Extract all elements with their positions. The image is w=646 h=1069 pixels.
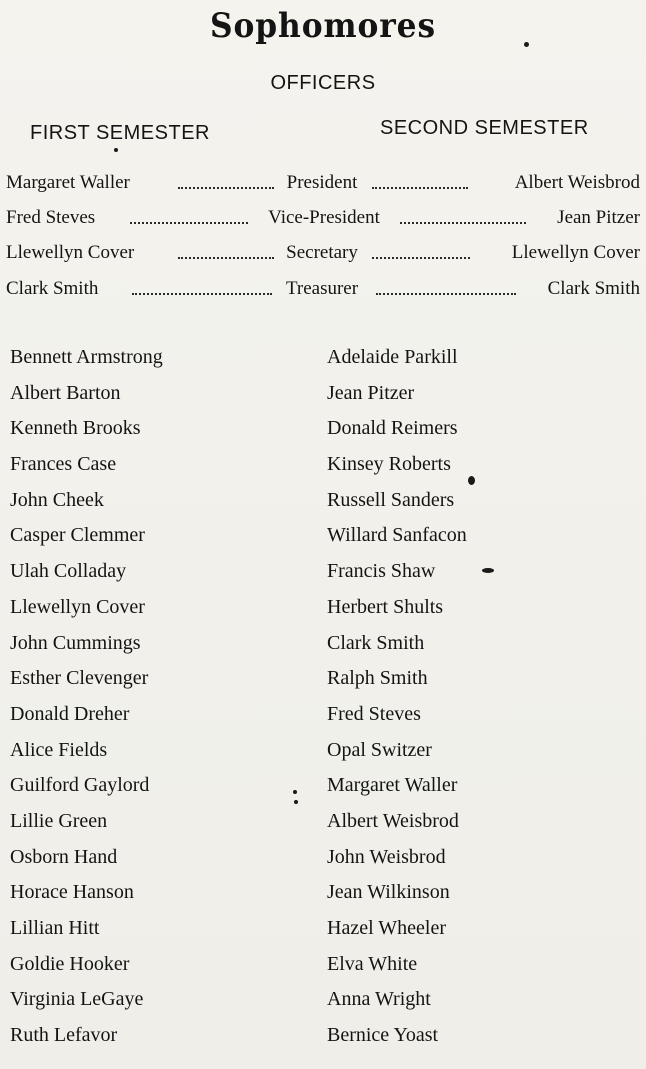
member-name: Francis Shaw [327,560,436,583]
ink-speck [294,800,298,804]
leader-dots [132,293,272,295]
office-title: Vice-President [268,207,380,228]
member-name: Jean Pitzer [327,381,415,404]
member-name: Guilford Gaylord [10,774,150,797]
page-title: Sophomores [209,6,437,46]
ink-speck [482,568,494,573]
member-name: Lillie Green [10,809,108,832]
member-name: Alice Fields [10,738,108,761]
ink-speck [293,790,297,794]
member-name: Adelaide Parkill [327,346,458,368]
first-semester-officer: Clark Smith [6,278,99,299]
member-name: John Cheek [10,488,104,511]
member-name: Donald Dreher [10,702,130,725]
member-name: Herbert Shults [327,595,444,618]
members-column-right [327,340,467,1054]
members-column-left [10,340,163,1054]
second-semester-officer: Clark Smith [547,278,640,299]
member-name: Esther Clevenger [10,667,149,690]
member-name: Willard Sanfacon [327,524,467,547]
second-semester-heading: SECOND SEMESTER [380,117,589,139]
leader-dots [400,222,526,224]
first-semester-officer: Llewellyn Cover [6,242,135,263]
member-name: John Weisbrod [327,845,446,868]
ink-speck [114,148,118,152]
member-name: Margaret Waller [327,774,458,797]
leader-dots [178,187,274,189]
officers-heading: OFFICERS [270,72,376,94]
member-name: Donald Reimers [327,417,458,440]
member-name: Bernice Yoast [327,1024,439,1047]
member-name: Goldie Hooker [10,952,130,975]
member-name: Ruth Lefavor [10,1024,118,1047]
member-name: Clark Smith [327,631,425,654]
member-name: Casper Clemmer [10,524,145,547]
member-name: Virginia LeGaye [10,988,144,1011]
member-name: Ulah Colladay [10,560,127,583]
member-name: Ralph Smith [327,667,428,690]
leader-dots [178,257,274,259]
second-semester-officer: Llewellyn Cover [511,242,640,263]
member-name: Osborn Hand [10,845,118,868]
leader-dots [130,222,248,224]
second-semester-officer: Albert Weisbrod [514,172,640,193]
officer-row-president [6,170,640,196]
first-semester-officer: Fred Steves [6,207,96,228]
leader-dots [372,187,468,189]
member-name: Frances Case [10,453,117,476]
leader-dots [376,293,516,295]
officer-row-treasurer [6,276,640,302]
officer-row-secretary [6,240,640,266]
member-name: Lillian Hitt [10,917,100,939]
member-name: Anna Wright [327,988,431,1011]
member-name: Elva White [327,952,418,975]
member-name: Kenneth Brooks [10,417,141,440]
first-semester-officer: Margaret Waller [6,172,130,193]
member-name: Jean Wilkinson [327,881,450,904]
member-name: Fred Steves [327,702,421,725]
member-name: Opal Switzer [327,738,432,761]
member-name: John Cummings [10,631,141,654]
member-name: Russell Sanders [327,488,455,511]
office-title: President [286,172,358,193]
member-name: Bennett Armstrong [10,346,163,368]
second-semester-officer: Jean Pitzer [557,207,640,228]
member-name: Albert Weisbrod [327,809,459,832]
member-name: Horace Hanson [10,881,134,904]
member-name: Llewellyn Cover [10,595,145,618]
leader-dots [372,257,470,259]
ink-speck [468,476,475,485]
office-title: Secretary [286,242,358,263]
officer-row-vice-president [6,205,640,231]
member-name: Hazel Wheeler [327,917,446,939]
office-title: Treasurer [285,278,359,299]
member-name: Albert Barton [10,381,121,404]
ink-speck [524,42,529,47]
member-name: Kinsey Roberts [327,453,451,476]
first-semester-heading: FIRST SEMESTER [30,122,210,144]
